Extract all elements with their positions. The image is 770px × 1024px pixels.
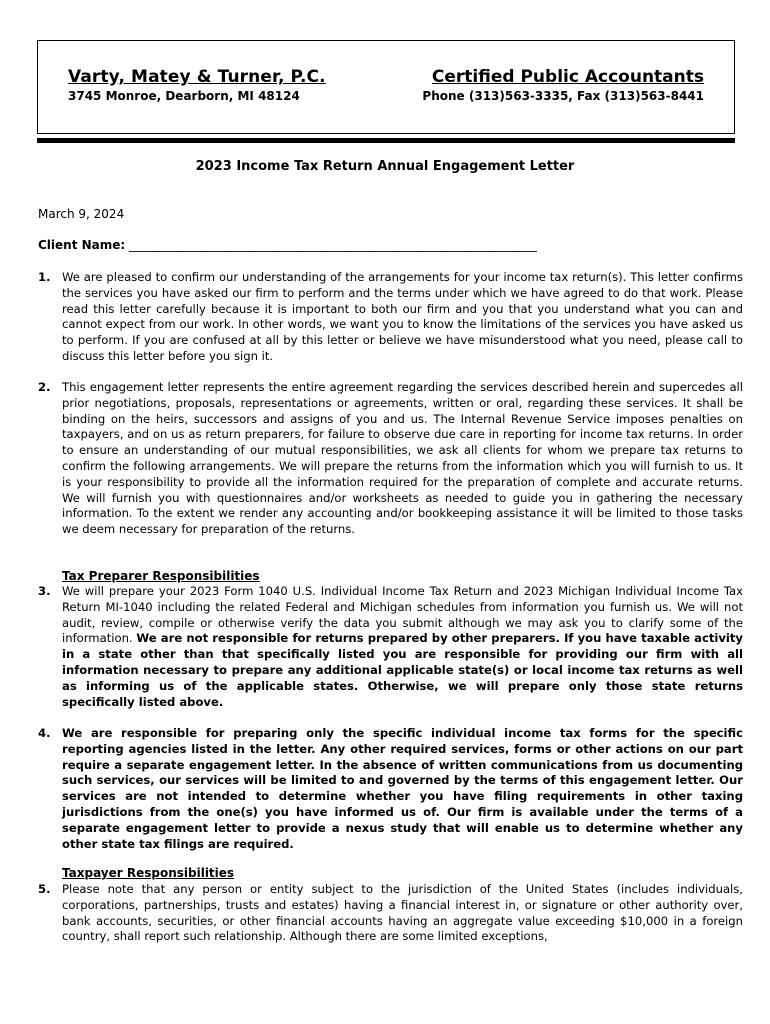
- paragraph-number: 5.: [38, 882, 51, 896]
- heading-tax-preparer-responsibilities: Tax Preparer Responsibilities: [62, 569, 260, 583]
- paragraph-1: [38, 270, 743, 365]
- firm-name: Varty, Matey & Turner, P.C.: [68, 67, 326, 87]
- paragraph-number: 2.: [38, 380, 51, 394]
- client-name-line: [38, 238, 537, 252]
- paragraph-bold-text: We are not responsible for returns prepared by other preparers. If you have taxable activity in a state other than that specifically listed you are responsible for providing our firm with all information necessary to prepare any additional applicable state(s) or local income tax returns as well as informing us of the applicable states. Otherwise, we will prepare only those state returns specifically listed above.: [62, 631, 743, 709]
- paragraph-number: 3.: [38, 584, 51, 598]
- paragraph-text: We are pleased to confirm our understanding of the arrangements for your income tax return(s). This letter confirms the services you have asked our firm to perform and the terms under which we have agreed to do that work. Please read this letter carefully because it is important to both our firm and you that you understand what you can and cannot expect from our work. In other words, we want you to know the limitations of the services you have asked us to perform. If you are confused at all by this letter or believe we have misunderstood what you need, please call to discuss this letter before you sign it.: [62, 270, 743, 363]
- paragraph-3: [38, 584, 743, 710]
- paragraph-number: 4.: [38, 726, 51, 740]
- paragraph-2: [38, 380, 743, 538]
- document-title: 2023 Income Tax Return Annual Engagement Letter: [195, 159, 575, 174]
- paragraph-bold-text: We are responsible for preparing only the specific individual income tax forms for the specific reporting agencies listed in the letter. Any other required services, forms or other actions on our part require a separate engagement letter. In the absence of written communications from us documenting such services, our services will be limited to and governed by the terms of this engagement letter. Our services are not intended to determine whether you have filing requirements in other taxing jurisdictions from the one(s) you have informed us of. Our firm is available under the terms of a separate engagement letter to provide a nexus study that will enable us to determine whether any other state tax filings are required.: [62, 726, 743, 851]
- client-name-blank: ____________________________________________________________________: [129, 238, 538, 252]
- firm-title: Certified Public Accountants: [431, 67, 704, 87]
- letter-date: March 9, 2024: [38, 207, 125, 221]
- heading-taxpayer-responsibilities: Taxpayer Responsibilities: [62, 866, 235, 880]
- firm-phone: Phone (313)563-3335, Fax (313)563-8441: [422, 89, 704, 103]
- paragraph-text: This engagement letter represents the entire agreement regarding the services described herein and supercedes all prior negotiations, proposals, representations or agreements, written or oral, regarding these services. It shall be binding on the heirs, successors and assigns of you and us. The Internal Revenue Service imposes penalties on taxpayers, and on us as return preparers, for failure to observe due care in reporting for income tax returns. In order to ensure an understanding of our mutual responsibilities, we ask all clients for whom we prepare tax returns to confirm the following arrangements. We will prepare the returns from the information which you will furnish to us. It is your responsibility to provide all the information required for the preparation of complete and accurate returns. We will furnish you with questionnaires and/or worksheets as needed to guide you in gathering the necessary information. To the extent we render any accounting and/or bookkeeping assistance it will be limited to those tasks we deem necessary for preparation of the returns.: [62, 380, 743, 537]
- paragraph-text: Please note that any person or entity subject to the jurisdiction of the United States (includes individuals, corporations, partnerships, trusts and estates) having a financial interest in, or signature or other authority over, bank accounts, securities, or other financial accounts having an aggregate value exceeding $10,000 in a foreign country, shall report such relationship. Although there are some limited exceptions,: [62, 882, 743, 944]
- header-divider: [37, 138, 735, 143]
- letterhead: [37, 40, 735, 134]
- paragraph-number: 1.: [38, 270, 51, 284]
- paragraph-text: [62, 584, 743, 710]
- paragraph-5: [38, 882, 743, 945]
- paragraph-4: [38, 726, 743, 852]
- firm-address: 3745 Monroe, Dearborn, MI 48124: [68, 89, 300, 103]
- paragraph-regular-text: We will prepare your 2023 Form 1040 U.S. Individual Income Tax Return and 2023 Michigan Individual Income Tax Return MI-1040 including the related Federal and Michigan schedules from information you furnish us. We will not audit, review, compile or otherwise verify the data you submit although we may ask you to clarify some of the information.: [62, 584, 743, 646]
- client-name-label: Client Name:: [38, 238, 126, 252]
